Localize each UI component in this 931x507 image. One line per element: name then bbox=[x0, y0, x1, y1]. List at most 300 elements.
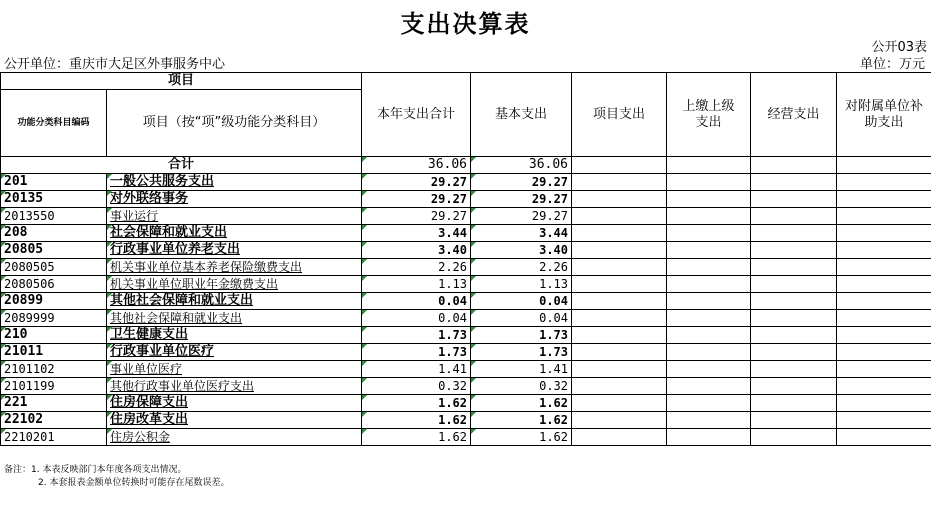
row-code bbox=[1, 412, 107, 429]
corner-marker bbox=[1, 225, 6, 230]
corner-marker bbox=[1, 412, 6, 417]
corner-marker bbox=[362, 225, 367, 230]
corner-marker bbox=[362, 310, 367, 315]
row-code-value: 2080506 bbox=[4, 277, 55, 291]
row-total bbox=[362, 242, 471, 259]
row-basic bbox=[471, 327, 572, 344]
corner-marker bbox=[471, 361, 476, 366]
page-title: 支出决算表 bbox=[400, 9, 531, 38]
row-upper bbox=[667, 276, 751, 293]
header-project: 项目 bbox=[1, 73, 362, 90]
corner-marker bbox=[107, 429, 112, 434]
row-project bbox=[572, 259, 667, 276]
corner-marker bbox=[107, 191, 112, 196]
row-project bbox=[572, 174, 667, 191]
header-business: 经营支出 bbox=[751, 73, 837, 157]
row-total bbox=[362, 225, 471, 242]
row-business bbox=[751, 361, 837, 378]
row-business bbox=[751, 293, 837, 310]
corner-marker bbox=[1, 361, 6, 366]
corner-marker bbox=[362, 174, 367, 179]
row-basic-value: 1.41 bbox=[539, 362, 569, 376]
row-upper bbox=[667, 208, 751, 225]
table-row bbox=[1, 395, 931, 412]
row-upper bbox=[667, 242, 751, 259]
row-basic-value: 1.62 bbox=[539, 396, 569, 410]
row-total bbox=[362, 378, 471, 395]
corner-marker bbox=[471, 259, 476, 264]
row-code-value: 20135 bbox=[4, 191, 44, 206]
corner-marker bbox=[471, 242, 476, 247]
table-row bbox=[1, 191, 931, 208]
row-name bbox=[107, 191, 362, 208]
corner-marker bbox=[107, 310, 112, 315]
corner-marker bbox=[362, 361, 367, 366]
total-project bbox=[572, 157, 667, 174]
corner-marker bbox=[1, 344, 6, 349]
row-total-value: 1.41 bbox=[438, 362, 468, 376]
corner-marker bbox=[362, 208, 367, 213]
row-project bbox=[572, 395, 667, 412]
note-1: 备注：1. 本表反映部门本年度各项支出情况。 bbox=[4, 465, 187, 475]
row-code-value: 2013550 bbox=[4, 209, 55, 223]
row-project bbox=[572, 327, 667, 344]
corner-marker bbox=[471, 225, 476, 230]
row-project bbox=[572, 225, 667, 242]
corner-marker bbox=[362, 344, 367, 349]
row-subsidy bbox=[837, 361, 931, 378]
row-name-value: 事业单位医疗 bbox=[110, 362, 183, 376]
row-basic-value: 0.04 bbox=[539, 294, 569, 308]
row-name bbox=[107, 208, 362, 225]
row-project bbox=[572, 242, 667, 259]
row-subsidy bbox=[837, 242, 931, 259]
row-total-value: 0.32 bbox=[438, 379, 468, 393]
row-basic bbox=[471, 361, 572, 378]
row-business bbox=[751, 276, 837, 293]
table-row bbox=[1, 242, 931, 259]
row-total bbox=[362, 429, 471, 446]
row-basic-value: 1.73 bbox=[539, 328, 569, 342]
row-name-value: 行政事业单位养老支出 bbox=[110, 242, 241, 257]
row-subsidy bbox=[837, 378, 931, 395]
row-total bbox=[362, 174, 471, 191]
row-total-value: 29.27 bbox=[430, 192, 468, 206]
currency-unit: 单位：万元 bbox=[859, 57, 925, 72]
row-code-value: 208 bbox=[4, 225, 28, 240]
row-business bbox=[751, 378, 837, 395]
corner-marker bbox=[1, 276, 6, 281]
row-name bbox=[107, 395, 362, 412]
row-subsidy bbox=[837, 310, 931, 327]
corner-marker bbox=[471, 293, 476, 298]
row-subsidy bbox=[837, 191, 931, 208]
table-row bbox=[1, 361, 931, 378]
row-subsidy bbox=[837, 225, 931, 242]
row-basic bbox=[471, 429, 572, 446]
row-total bbox=[362, 293, 471, 310]
table-row bbox=[1, 378, 931, 395]
row-subsidy bbox=[837, 208, 931, 225]
row-name-value: 对外联络事务 bbox=[110, 191, 189, 206]
row-project bbox=[572, 293, 667, 310]
row-total-value: 1.62 bbox=[438, 413, 468, 427]
row-project bbox=[572, 429, 667, 446]
row-project bbox=[572, 378, 667, 395]
row-subsidy bbox=[837, 395, 931, 412]
row-business bbox=[751, 242, 837, 259]
row-name bbox=[107, 327, 362, 344]
row-name bbox=[107, 242, 362, 259]
table-row bbox=[1, 174, 931, 191]
header-project-expense: 项目支出 bbox=[572, 73, 667, 157]
row-code bbox=[1, 310, 107, 327]
table-row bbox=[1, 259, 931, 276]
corner-marker bbox=[471, 157, 476, 162]
row-total-value: 1.62 bbox=[438, 430, 468, 444]
row-upper bbox=[667, 395, 751, 412]
row-business bbox=[751, 259, 837, 276]
row-code-value: 210 bbox=[4, 327, 28, 342]
row-total bbox=[362, 310, 471, 327]
row-total-value: 0.04 bbox=[438, 294, 468, 308]
row-total-value: 29.27 bbox=[430, 175, 468, 189]
row-name bbox=[107, 310, 362, 327]
row-subsidy bbox=[837, 259, 931, 276]
header-upper: 上缴上级支出 bbox=[667, 73, 751, 157]
corner-marker bbox=[107, 361, 112, 366]
row-total-value: 1.73 bbox=[438, 328, 468, 342]
row-code bbox=[1, 276, 107, 293]
row-name bbox=[107, 276, 362, 293]
row-name bbox=[107, 174, 362, 191]
row-name bbox=[107, 361, 362, 378]
row-code-value: 21011 bbox=[4, 344, 44, 359]
row-subsidy bbox=[837, 412, 931, 429]
row-code-value: 221 bbox=[4, 395, 28, 410]
table-row bbox=[1, 310, 931, 327]
row-name bbox=[107, 429, 362, 446]
row-name-value: 机关事业单位职业年金缴费支出 bbox=[110, 277, 279, 291]
row-business bbox=[751, 344, 837, 361]
row-code bbox=[1, 361, 107, 378]
row-code bbox=[1, 225, 107, 242]
row-code bbox=[1, 395, 107, 412]
total-total bbox=[362, 157, 471, 174]
corner-marker bbox=[1, 293, 6, 298]
row-basic bbox=[471, 174, 572, 191]
table-row bbox=[1, 225, 931, 242]
row-total-value: 2.26 bbox=[438, 260, 468, 274]
corner-marker bbox=[107, 378, 112, 383]
row-name-value: 住房改革支出 bbox=[110, 412, 189, 427]
corner-marker bbox=[1, 174, 6, 179]
row-basic bbox=[471, 378, 572, 395]
row-project bbox=[572, 412, 667, 429]
row-business bbox=[751, 395, 837, 412]
corner-marker bbox=[1, 310, 6, 315]
row-subsidy bbox=[837, 327, 931, 344]
total-total-value: 36.06 bbox=[427, 157, 468, 172]
row-code bbox=[1, 259, 107, 276]
row-name-value: 其他行政事业单位医疗支出 bbox=[110, 379, 255, 393]
header-name: 项目（按“项”级功能分类科目） bbox=[107, 90, 362, 157]
row-code-value: 2101199 bbox=[4, 379, 55, 393]
row-total bbox=[362, 259, 471, 276]
row-code bbox=[1, 378, 107, 395]
row-upper bbox=[667, 327, 751, 344]
row-project bbox=[572, 191, 667, 208]
row-project bbox=[572, 276, 667, 293]
corner-marker bbox=[362, 276, 367, 281]
row-total bbox=[362, 395, 471, 412]
corner-marker bbox=[107, 259, 112, 264]
row-business bbox=[751, 191, 837, 208]
corner-marker bbox=[471, 208, 476, 213]
row-upper bbox=[667, 191, 751, 208]
corner-marker bbox=[1, 429, 6, 434]
corner-marker bbox=[1, 395, 6, 400]
row-total-value: 1.73 bbox=[438, 345, 468, 359]
row-code bbox=[1, 327, 107, 344]
corner-marker bbox=[362, 157, 367, 162]
row-project bbox=[572, 344, 667, 361]
row-name bbox=[107, 225, 362, 242]
row-basic bbox=[471, 395, 572, 412]
corner-marker bbox=[471, 344, 476, 349]
corner-marker bbox=[471, 174, 476, 179]
row-subsidy bbox=[837, 293, 931, 310]
row-upper bbox=[667, 310, 751, 327]
corner-marker bbox=[1, 242, 6, 247]
corner-marker bbox=[107, 174, 112, 179]
row-name-value: 卫生健康支出 bbox=[110, 327, 189, 342]
header-code: 功能分类科目编码 bbox=[1, 90, 107, 157]
row-total bbox=[362, 327, 471, 344]
corner-marker bbox=[362, 242, 367, 247]
corner-marker bbox=[107, 327, 112, 332]
corner-marker bbox=[1, 327, 6, 332]
row-basic bbox=[471, 412, 572, 429]
notes bbox=[4, 464, 229, 490]
row-upper bbox=[667, 378, 751, 395]
corner-marker bbox=[107, 412, 112, 417]
row-code-value: 22102 bbox=[4, 412, 44, 427]
total-basic bbox=[471, 157, 572, 174]
row-upper bbox=[667, 344, 751, 361]
header-basic: 基本支出 bbox=[471, 73, 572, 157]
row-upper bbox=[667, 361, 751, 378]
corner-marker bbox=[362, 259, 367, 264]
corner-marker bbox=[471, 191, 476, 196]
total-business bbox=[751, 157, 837, 174]
row-basic-value: 0.04 bbox=[539, 311, 569, 325]
row-upper bbox=[667, 225, 751, 242]
row-total-value: 1.13 bbox=[438, 277, 468, 291]
row-subsidy bbox=[837, 276, 931, 293]
total-upper bbox=[667, 157, 751, 174]
header-total: 本年支出合计 bbox=[362, 73, 471, 157]
corner-marker bbox=[471, 310, 476, 315]
table-row bbox=[1, 412, 931, 429]
row-basic-value: 29.27 bbox=[531, 209, 569, 223]
corner-marker bbox=[362, 378, 367, 383]
expenditure-table bbox=[0, 72, 931, 446]
row-basic bbox=[471, 259, 572, 276]
corner-marker bbox=[471, 276, 476, 281]
row-business bbox=[751, 412, 837, 429]
row-basic-value: 0.32 bbox=[539, 379, 569, 393]
row-business bbox=[751, 310, 837, 327]
corner-marker bbox=[107, 276, 112, 281]
row-basic-value: 1.62 bbox=[539, 413, 569, 427]
row-code-value: 2089999 bbox=[4, 311, 55, 325]
row-code bbox=[1, 293, 107, 310]
row-total-value: 3.40 bbox=[438, 243, 468, 257]
total-basic-value: 36.06 bbox=[528, 157, 569, 172]
row-total-value: 3.44 bbox=[438, 226, 468, 240]
row-basic bbox=[471, 242, 572, 259]
table-row bbox=[1, 293, 931, 310]
row-basic-value: 29.27 bbox=[531, 175, 569, 189]
row-basic-value: 1.73 bbox=[539, 345, 569, 359]
row-name bbox=[107, 344, 362, 361]
corner-marker bbox=[362, 395, 367, 400]
total-row bbox=[1, 157, 931, 174]
row-code-value: 2210201 bbox=[4, 430, 55, 444]
corner-marker bbox=[1, 259, 6, 264]
row-basic bbox=[471, 310, 572, 327]
table-row bbox=[1, 429, 931, 446]
corner-marker bbox=[471, 395, 476, 400]
corner-marker bbox=[471, 378, 476, 383]
row-total bbox=[362, 344, 471, 361]
row-code bbox=[1, 191, 107, 208]
row-total bbox=[362, 208, 471, 225]
row-basic-value: 1.62 bbox=[539, 430, 569, 444]
corner-marker bbox=[107, 293, 112, 298]
corner-marker bbox=[471, 327, 476, 332]
row-code bbox=[1, 242, 107, 259]
row-code-value: 20899 bbox=[4, 293, 44, 308]
row-total bbox=[362, 361, 471, 378]
row-code-value: 2080505 bbox=[4, 260, 55, 274]
row-name-value: 住房保障支出 bbox=[110, 395, 189, 410]
row-code-value: 201 bbox=[4, 174, 28, 189]
corner-marker bbox=[1, 378, 6, 383]
row-basic bbox=[471, 208, 572, 225]
row-upper bbox=[667, 412, 751, 429]
row-name-value: 其他社会保障和就业支出 bbox=[110, 293, 254, 308]
row-code-value: 2101102 bbox=[4, 362, 55, 376]
table-row bbox=[1, 276, 931, 293]
row-business bbox=[751, 225, 837, 242]
row-upper bbox=[667, 174, 751, 191]
row-basic bbox=[471, 293, 572, 310]
note-2: 2. 本套报表金额单位转换时可能存在尾数误差。 bbox=[38, 478, 230, 488]
row-code bbox=[1, 208, 107, 225]
row-basic bbox=[471, 344, 572, 361]
corner-marker bbox=[107, 344, 112, 349]
row-total bbox=[362, 276, 471, 293]
corner-marker bbox=[107, 225, 112, 230]
table-row bbox=[1, 344, 931, 361]
corner-marker bbox=[1, 208, 6, 213]
row-business bbox=[751, 429, 837, 446]
row-name bbox=[107, 293, 362, 310]
row-basic bbox=[471, 276, 572, 293]
form-number: 公开03表 bbox=[871, 40, 927, 55]
row-name-value: 机关事业单位基本养老保险缴费支出 bbox=[110, 260, 303, 274]
row-code bbox=[1, 174, 107, 191]
row-total bbox=[362, 412, 471, 429]
row-name-value: 一般公共服务支出 bbox=[110, 174, 215, 189]
row-subsidy bbox=[837, 344, 931, 361]
row-name-value: 事业运行 bbox=[110, 209, 159, 223]
corner-marker bbox=[362, 327, 367, 332]
row-name-value: 行政事业单位医疗 bbox=[110, 344, 215, 359]
corner-marker bbox=[107, 242, 112, 247]
row-code bbox=[1, 344, 107, 361]
row-project bbox=[572, 208, 667, 225]
row-project bbox=[572, 361, 667, 378]
corner-marker bbox=[471, 429, 476, 434]
row-upper bbox=[667, 293, 751, 310]
row-total-value: 29.27 bbox=[430, 209, 468, 223]
row-subsidy bbox=[837, 174, 931, 191]
corner-marker bbox=[362, 429, 367, 434]
corner-marker bbox=[1, 191, 6, 196]
row-total-value: 0.04 bbox=[438, 311, 468, 325]
corner-marker bbox=[362, 412, 367, 417]
row-name bbox=[107, 259, 362, 276]
total-label: 合计 bbox=[1, 157, 362, 174]
row-basic bbox=[471, 225, 572, 242]
row-basic-value: 2.26 bbox=[539, 260, 569, 274]
row-basic-value: 1.13 bbox=[539, 277, 569, 291]
row-total bbox=[362, 191, 471, 208]
row-project bbox=[572, 310, 667, 327]
row-business bbox=[751, 208, 837, 225]
corner-marker bbox=[362, 191, 367, 196]
row-subsidy bbox=[837, 429, 931, 446]
total-subsidy bbox=[837, 157, 931, 174]
row-code bbox=[1, 429, 107, 446]
corner-marker bbox=[362, 293, 367, 298]
row-name bbox=[107, 412, 362, 429]
corner-marker bbox=[107, 208, 112, 213]
row-basic-value: 3.40 bbox=[539, 243, 569, 257]
row-name bbox=[107, 378, 362, 395]
row-upper bbox=[667, 259, 751, 276]
row-basic-value: 3.44 bbox=[539, 226, 569, 240]
row-basic bbox=[471, 191, 572, 208]
row-upper bbox=[667, 429, 751, 446]
reporting-unit: 公开单位：重庆市大足区外事服务中心 bbox=[4, 57, 226, 72]
row-business bbox=[751, 327, 837, 344]
row-business bbox=[751, 174, 837, 191]
table-row bbox=[1, 327, 931, 344]
row-name-value: 社会保障和就业支出 bbox=[110, 225, 228, 240]
header-subsidy: 对附属单位补助支出 bbox=[837, 73, 931, 157]
corner-marker bbox=[471, 412, 476, 417]
row-name-value: 住房公积金 bbox=[110, 430, 171, 444]
row-code-value: 20805 bbox=[4, 242, 44, 257]
row-basic-value: 29.27 bbox=[531, 192, 569, 206]
row-total-value: 1.62 bbox=[438, 396, 468, 410]
table-row bbox=[1, 208, 931, 225]
corner-marker bbox=[107, 395, 112, 400]
